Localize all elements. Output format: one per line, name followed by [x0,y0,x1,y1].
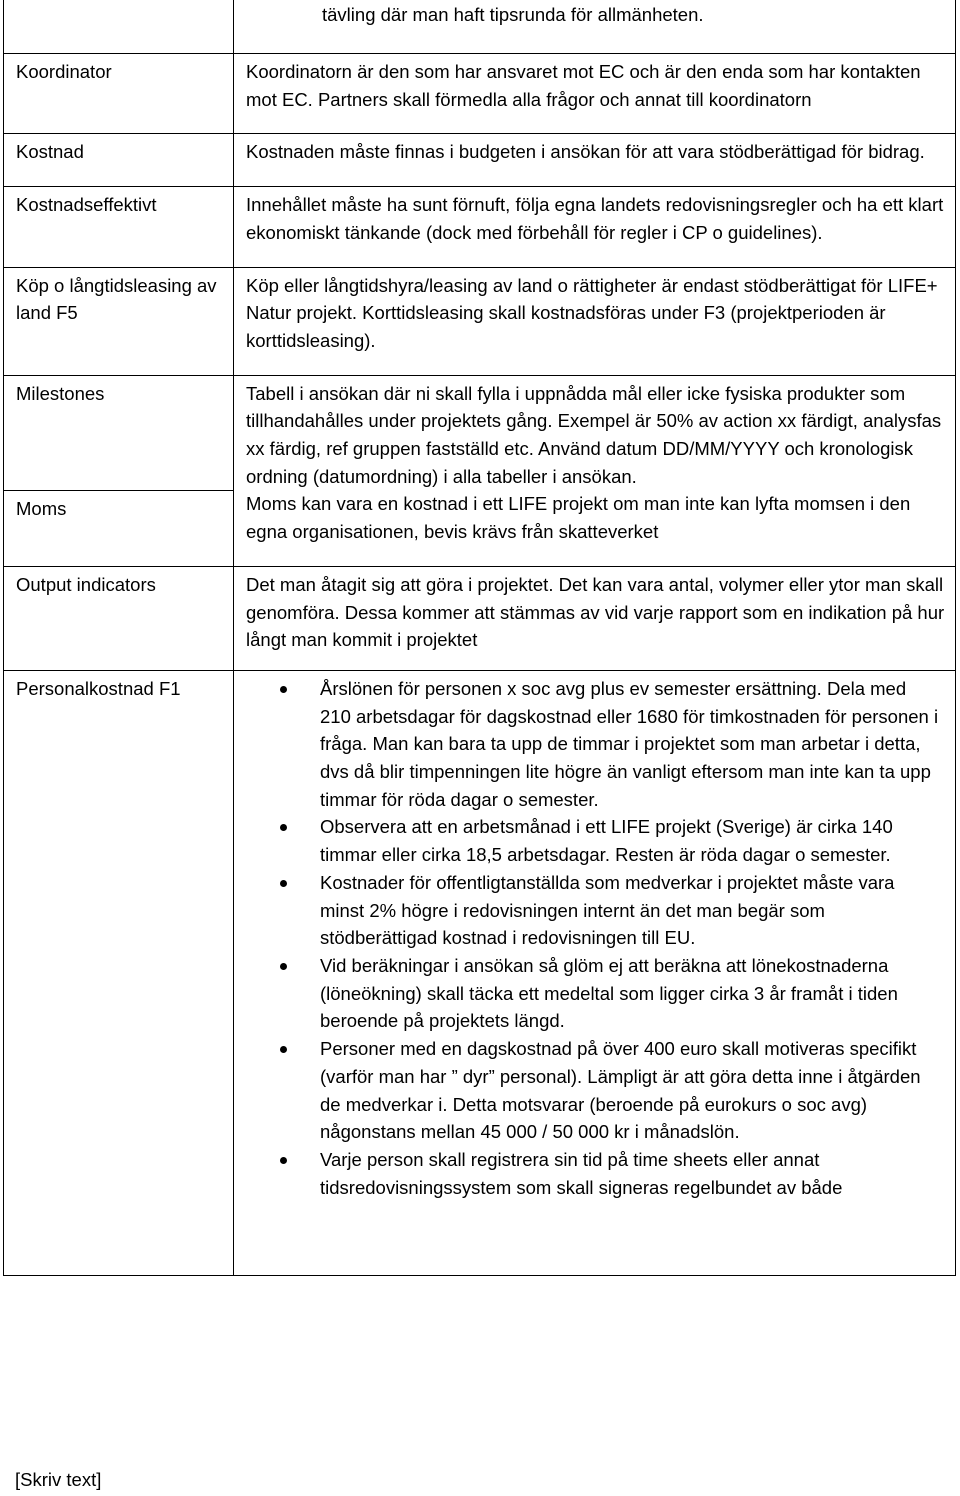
description-cell [234,670,956,1275]
description-cell [234,566,956,670]
list-item [320,952,941,1035]
table-row [4,375,956,490]
list-item-text: Kostnader för offentligtanställda som medverkar i projektet måste vara minst 2% högre i redovisningen internt än det man begär som stödberättigad kostnad i redovisningen till EU. [320,871,895,949]
description-text: Koordinatorn är den som har ansvaret mot EC och är den enda som har kontakten mot EC. Partners skall förmedla alla frågor och annat till koordinatorn [246,61,921,110]
term-cell [4,670,234,1275]
table-row [4,267,956,375]
bullet-list [246,675,941,1201]
list-item-text: Observera att en arbetsmånad i ett LIFE projekt (Sverige) är cirka 140 timmar eller cirka 18,5 arbetsdagar. Resten är röda dagar o semester. [320,816,893,866]
table-row [4,0,956,54]
list-item [320,869,941,952]
table-row [4,490,956,566]
description-cell [234,187,956,267]
term-label: Kostnadseffektivt [16,194,157,216]
description-cell [234,490,956,566]
term-cell [4,134,234,187]
description-text: tävling där man haft tipsrunda för allmänheten. [322,4,704,25]
page-footer: [Skriv text] [15,1469,102,1490]
term-cell [4,267,234,375]
bullet-icon [280,1157,287,1164]
description-text: Moms kan vara en kostnad i ett LIFE projekt om man inte kan lyfta momsen i den egna organisationen, bevis krävs från skatteverket [246,493,911,543]
bullet-icon [280,880,287,887]
bullet-icon [280,1046,287,1053]
term-label: Koordinator [16,61,112,82]
list-item-text: Personer med en dagskostnad på över 400 euro skall motiveras specifikt (varför man har ” dyr” personal). Lämpligt är att göra detta inne i åtgärden de medverkar i. Detta motsvarar (beroende på eurokurs o soc avg) någonstans mellan 45 000 / 50 000 kr i månadslön. [320,1038,921,1143]
description-text: Tabell i ansökan där ni skall fylla i uppnådda mål eller icke fysiska produkter som tillhandahålles under projektets gång. Exempel är 50% av action xx färdigt, analysfas xx färdig, ref gruppen fastställd etc. Använd datum DD/MM/YYYY och kronologisk ordning (datumordning) i alla tabeller i ansökan. [246,382,942,487]
list-item [320,675,941,814]
term-label: Milestones [16,382,105,404]
term-label: Output indicators [16,573,156,595]
term-label: Köp o långtidsleasing av land F5 [16,274,217,324]
list-item [320,1146,941,1201]
term-cell [4,375,234,490]
term-label: Personalkostnad F1 [16,677,181,699]
term-cell [4,54,234,134]
term-cell [4,490,234,566]
term-label: Moms [16,497,67,519]
description-text: Det man åtagit sig att göra i projektet. Det kan vara antal, volymer eller ytor man skall genomföra. Dessa kommer att stämmas av vid varje rapport som en indikation på hur långt man kommit i projektet [246,573,945,651]
description-cell [234,0,956,54]
list-item [320,1035,941,1146]
term-label: Kostnad [16,141,84,163]
table-row [4,134,956,187]
bullet-icon [280,824,287,831]
table-row [4,187,956,267]
description-cell [234,375,956,490]
term-cell [4,0,234,54]
description-cell [234,54,956,134]
list-item-text: Årslönen för personen x soc avg plus ev semester ersättning. Dela med 210 arbetsdagar för dagskostnad eller 1680 för timkostnaden för personen i fråga. Man kan bara ta upp de timmar i projektet som man arbetar i detta, dvs då blir timpenningen lite högre än vanligt eftersom man inte kan ta upp timmar för röda dagar o semester. [320,677,939,810]
list-item [320,813,941,868]
bullet-icon [280,963,287,970]
description-text: Köp eller långtidshyra/leasing av land o rättigheter är endast stödberättigat för LIFE+ Natur projekt. Korttidsleasing skall kostnadsföras under F3 (projektperioden är korttidsleasing). [246,274,938,351]
term-cell [4,187,234,267]
table-row [4,54,956,134]
description-text: Kostnaden måste finnas i budgeten i ansökan för att vara stödberättigad för bidrag. [246,141,925,163]
glossary-table [3,0,956,1276]
table-row [4,670,956,1275]
term-cell [4,566,234,670]
list-item-text: Vid beräkningar i ansökan så glöm ej att beräkna att lönekostnaderna (löneökning) skall täcka ett medeltal som ligger cirka 3 år framåt i tiden beroende på projektets längd. [320,954,898,1032]
list-item-text: Varje person skall registrera sin tid på time sheets eller annat tidsredovisningssystem som skall signeras regelbundet av både [320,1148,843,1198]
description-cell [234,134,956,187]
description-cell [234,267,956,375]
bullet-icon [280,686,287,693]
description-text: Innehållet måste ha sunt förnuft, följa egna landets redovisningsregler och ha ett klart ekonomiskt tänkande (dock med förbehåll för regler i CP o guidelines). [246,194,944,243]
table-row [4,566,956,670]
